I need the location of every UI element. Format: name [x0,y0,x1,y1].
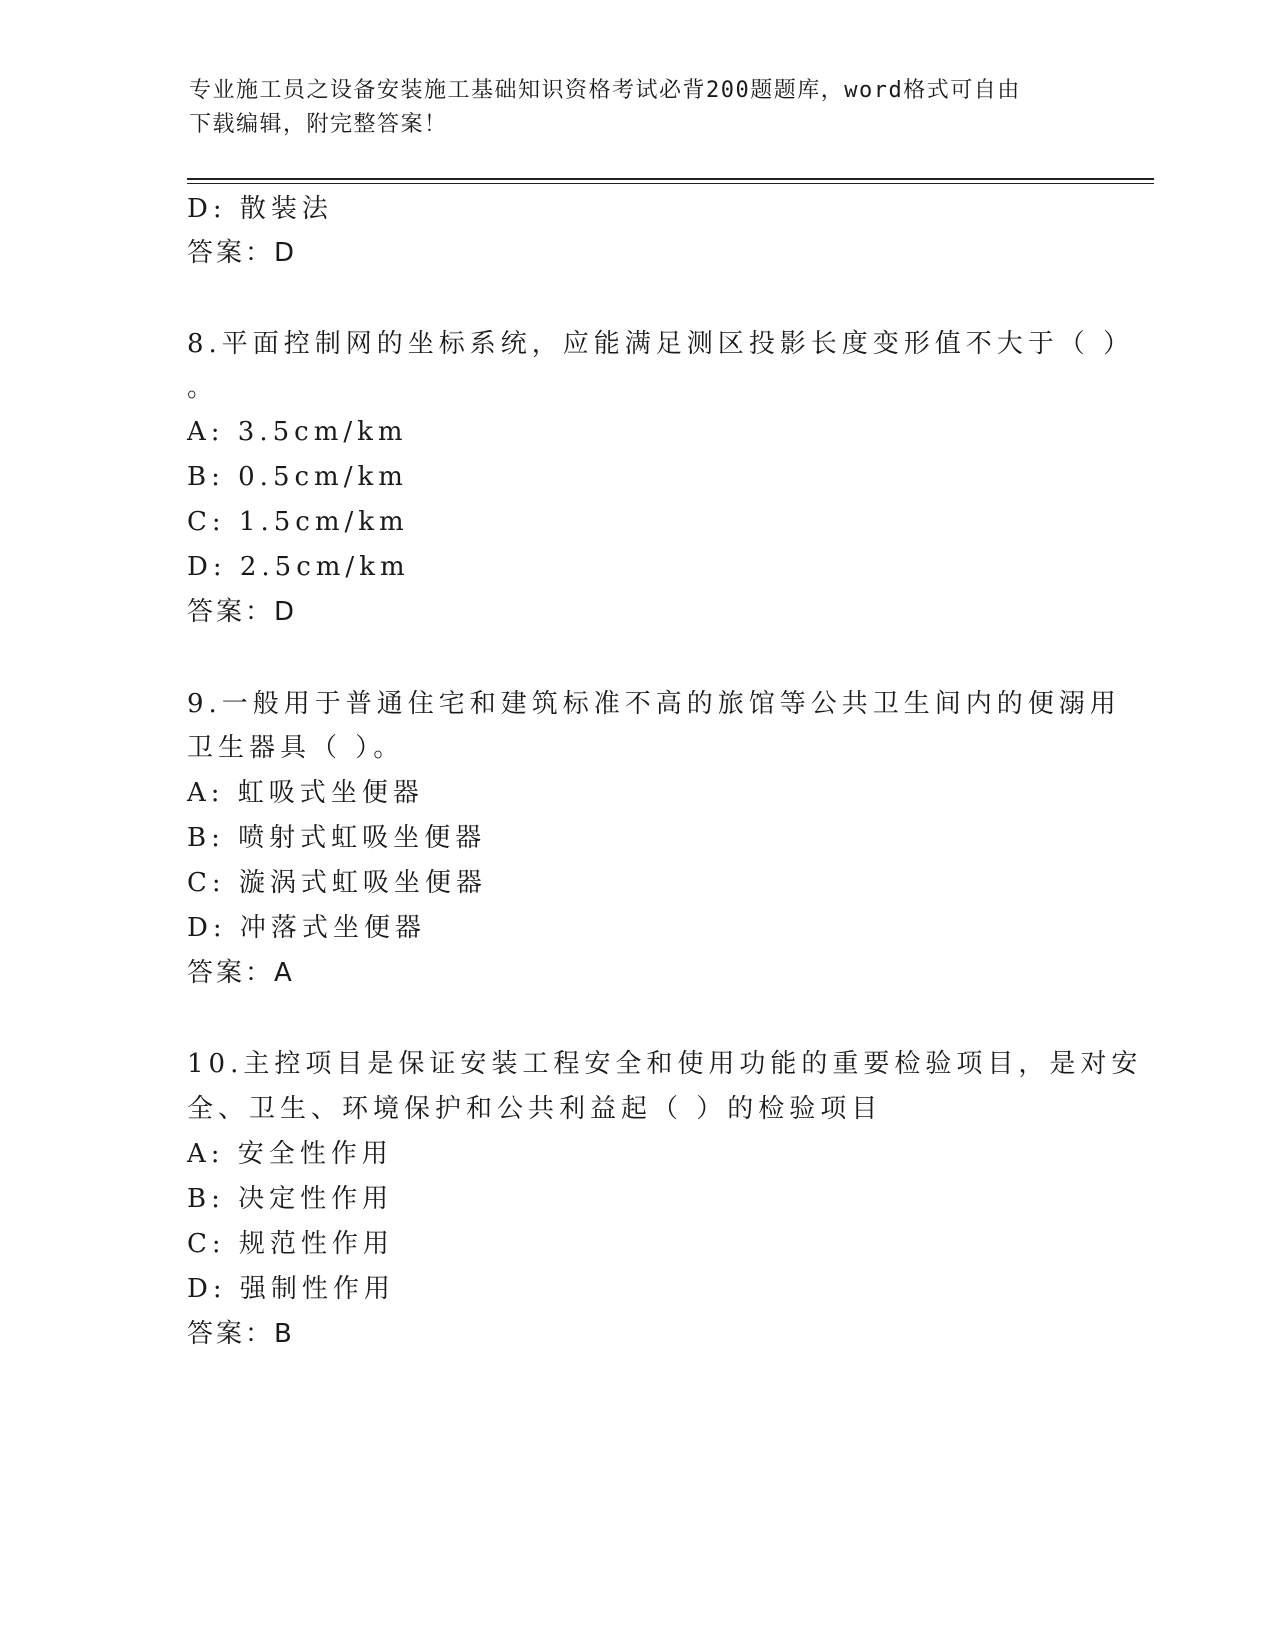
header-divider-thick [187,178,1154,180]
q8-option-c: C: 1.5cm/km [187,507,409,537]
q10-stem-line-2: 全、卫生、环境保护和公共利益起（ ）的检验项目 [187,1094,883,1124]
q8-option-d: D: 2.5cm/km [187,552,410,582]
q8-option-b: B: 0.5cm/km [187,462,408,492]
q8-answer: 答案：D [187,597,298,627]
q10-option-d: D: 强制性作用 [187,1274,395,1304]
q9-option-a: A: 虹吸式坐便器 [187,778,424,808]
q9-option-b: B: 喷射式虹吸坐便器 [187,823,487,853]
page-header [189,74,1089,142]
header-title-line-2: 下载编辑，附完整答案！ [189,112,448,137]
q8-option-a: A: 3.5cm/km [187,417,408,447]
q10-answer: 答案：B [187,1319,295,1349]
q10-option-c: C: 规范性作用 [187,1229,394,1259]
q8-stem-line-2: 。 [187,373,219,403]
q9-stem-line-1: 9.一般用于普通住宅和建筑标准不高的旅馆等公共卫生间内的便溺用 [187,689,1121,719]
q10-option-a: A: 安全性作用 [187,1139,393,1169]
q7-answer: 答案：D [187,238,298,268]
q7-option-d: D: 散装法 [187,194,333,224]
q9-answer: 答案：A [187,958,295,988]
header-divider-thin [187,183,1154,184]
header-title-line-1: 专业施工员之设备安装施工基础知识资格考试必背200题题库，word格式可自由 [189,78,1021,103]
q10-option-b: B: 决定性作用 [187,1184,394,1214]
q9-option-d: D: 冲落式坐便器 [187,913,426,943]
q8-stem-line-1: 8.平面控制网的坐标系统，应能满足测区投影长度变形值不大于（ ） [187,329,1135,359]
q9-option-c: C: 漩涡式虹吸坐便器 [187,868,487,898]
q9-stem-line-2: 卫生器具（ ）。 [187,733,405,763]
q10-stem-line-1: 10.主控项目是保证安装工程安全和使用功能的重要检验项目，是对安 [187,1049,1143,1079]
